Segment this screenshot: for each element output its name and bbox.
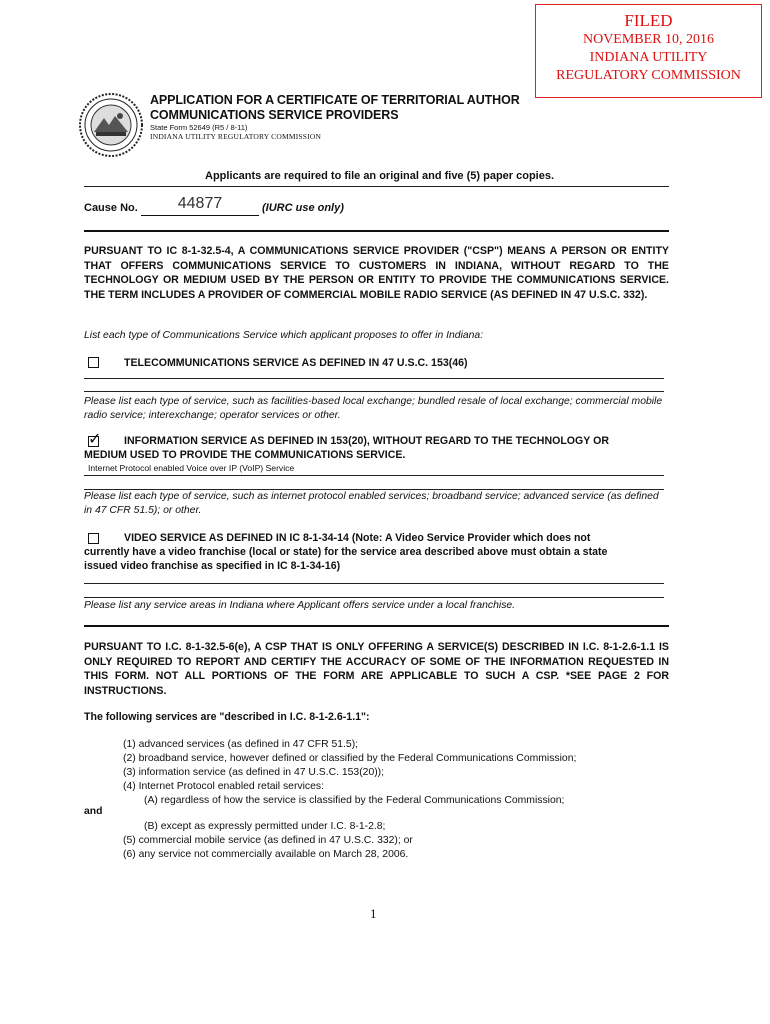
service-item-1: (1) advanced services (as defined in 47 CFR 51.5); (123, 739, 359, 750)
pursuant-paragraph-1: PURSUANT TO IC 8-1-32.5-4, A COMMUNICATIONS SERVICE PROVIDER ("CSP") MEANS A PERSON OR ENTITY THAT OFFERS COMMUNICATIONS SERVICE TO CUSTOMERS IN INDIANA, WITHOUT REGARD TO THE TECHNOLOGY OR MEDIUM USED BY THE PERSON OR ENTITY TO PROVIDE THE COMMUNICATIONS SERVICE. THE TERM INCLUDES A PROVIDER OF COMMERCIAL MOBILE RADIO SERVICE (AS DEFINED IN 47 U.S.C. 332). (84, 245, 669, 301)
information-entry-line (84, 475, 664, 476)
telecom-label: TELECOMMUNICATIONS SERVICE AS DEFINED IN 47 U.S.C. 153(46) (124, 357, 468, 369)
telecom-entry-line[interactable] (84, 378, 664, 379)
checkmark-icon: ✓ (88, 431, 102, 448)
pursuant-paragraph-2: PURSUANT TO I.C. 8-1-32.5-6(e), A CSP THAT IS ONLY OFFERING A SERVICE(S) DESCRIBED IN I.C. 8-1-2.6-1.1 IS ONLY REQUIRED TO REPORT AND CERTIFY THE ACCURACY OF SOME OF THE INFORMATION REQUESTED IN THIS FORM. NOT ALL PORTIONS OF THE FORM ARE APPLICABLE TO SUCH A CSP. *SEE PAGE 2 FOR INSTRUCTIONS. (84, 641, 669, 697)
page-number: 1 (370, 906, 377, 921)
video-checkbox[interactable] (88, 533, 99, 544)
copies-note: Applicants are required to file an original and five (5) paper copies. (205, 170, 555, 182)
service-item-4b: (B) except as expressly permitted under I.C. 8-1-2.8; (144, 821, 386, 832)
stamp-filed: FILED (624, 11, 673, 30)
information-checkbox[interactable] (88, 431, 102, 448)
information-label-line2: MEDIUM USED TO PROVIDE THE COMMUNICATIONS SERVICE. (84, 449, 406, 461)
video-label-line2: currently have a video franchise (local or state) for the service area described above must obtain a state (84, 546, 608, 558)
service-item-3: (3) information service (as defined in 47 U.S.C. 153(20)); (123, 767, 385, 778)
described-intro: The following services are "described in I.C. 8-1-2.6-1.1": (84, 711, 370, 723)
filed-stamp (535, 4, 762, 98)
video-label-line3: issued video franchise as specified in IC 8-1-34-16) (84, 560, 341, 572)
information-entry[interactable]: Internet Protocol enabled Voice over IP (VoIP) Service (88, 463, 295, 473)
service-item-5: (5) commercial mobile service (as defined in 47 U.S.C. 332); or (123, 835, 413, 846)
divider (84, 230, 669, 232)
service-item-4a: (A) regardless of how the service is classified by the Federal Communications Commission; (144, 795, 565, 806)
list-prompt: List each type of Communications Service which applicant proposes to offer in Indiana: (84, 330, 484, 341)
form-title-line2: COMMUNICATIONS SERVICE PROVIDERS (150, 108, 399, 122)
and-word: and (84, 806, 103, 817)
service-item-4: (4) Internet Protocol enabled retail services: (123, 781, 324, 792)
divider (84, 186, 669, 187)
information-hint: Please list each type of service, such as internet protocol enabled services; broadband service; advanced service (as defined in 47 CFR 51.5); or other. (84, 491, 659, 516)
form-title-line1: APPLICATION FOR A CERTIFICATE OF TERRITORIAL AUTHOR (150, 93, 520, 107)
agency-name: INDIANA UTILITY REGULATORY COMMISSION (150, 132, 322, 141)
video-entry-line[interactable] (84, 583, 664, 584)
divider (84, 625, 669, 627)
divider (84, 391, 664, 392)
service-item-2: (2) broadband service, however defined or classified by the Federal Communications Commission; (123, 753, 577, 764)
stamp-line1: INDIANA UTILITY (589, 50, 708, 65)
video-label-line1: VIDEO SERVICE AS DEFINED IN IC 8-1-34-14 (Note: A Video Service Provider which does not (124, 532, 591, 544)
state-form-number: State Form 52649 (R5 / 8-11) (150, 123, 248, 132)
form-title (150, 93, 520, 123)
video-hint: Please list any service areas in Indiana where Applicant offers service under a local franchise. (84, 600, 516, 611)
telecom-hint: Please list each type of service, such as facilities-based local exchange; bundled resale of local exchange; commercial mobile radio service; interexchange; operator services or other. (84, 396, 663, 421)
cause-label: Cause No. (84, 202, 138, 214)
information-label-line1: INFORMATION SERVICE AS DEFINED IN 153(20), WITHOUT REGARD TO THE TECHNOLOGY OR (124, 435, 609, 447)
divider (84, 597, 664, 598)
stamp-date: NOVEMBER 10, 2016 (582, 32, 715, 47)
service-item-6: (6) any service not commercially available on March 28, 2006. (123, 849, 409, 860)
cause-note: (IURC use only) (262, 202, 344, 214)
stamp-line2: REGULATORY COMMISSION (556, 68, 741, 83)
cause-number-field[interactable]: 44877 (141, 195, 259, 216)
state-seal-icon (78, 92, 144, 158)
telecom-checkbox[interactable] (88, 357, 99, 368)
